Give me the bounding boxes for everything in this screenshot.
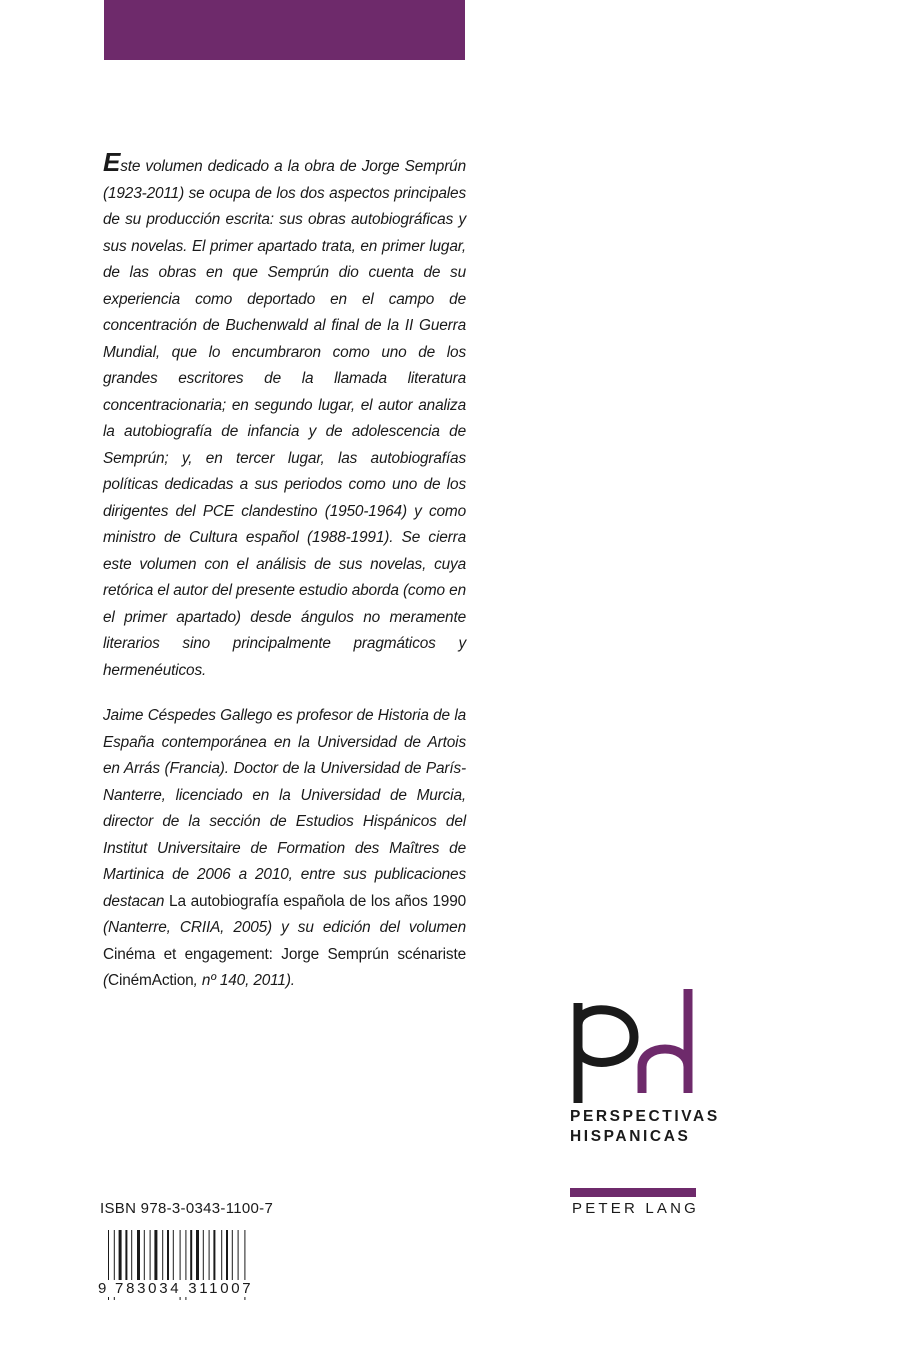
bio-book-title-2: Cinéma et engagement: Jorge Semprún scénariste xyxy=(103,945,466,963)
barcode-bar xyxy=(125,1230,127,1280)
bio-text-2: (Nanterre, CRIIA, 2005) y su edición del volumen xyxy=(103,919,466,936)
bio-book-title-1: La autobiografía española de los años 1990 xyxy=(169,892,467,910)
drop-cap: E xyxy=(103,147,121,177)
barcode-bar xyxy=(162,1230,163,1280)
barcode-lead-digit: 9 xyxy=(98,1280,110,1297)
barcode-bar xyxy=(221,1230,222,1280)
barcode-bar xyxy=(131,1230,132,1280)
barcode-bar xyxy=(232,1230,233,1280)
bio-text-3: ( xyxy=(103,972,108,989)
barcode-bar xyxy=(238,1230,239,1280)
bio-text-4: , nº 140, 2011). xyxy=(193,972,295,989)
barcode-bar xyxy=(213,1230,215,1280)
publisher-name: PETER LANG xyxy=(572,1200,700,1217)
bio-journal-title: CinémAction xyxy=(107,972,194,989)
barcode-bar xyxy=(150,1230,151,1280)
top-color-band xyxy=(104,0,465,60)
barcode-bar xyxy=(196,1230,199,1280)
barcode-bar xyxy=(119,1230,122,1280)
author-bio xyxy=(103,703,466,995)
barcode-bar xyxy=(226,1230,228,1280)
barcode-digits-group1: 783034 xyxy=(115,1280,182,1297)
barcode-bar xyxy=(154,1230,157,1280)
isbn-label: ISBN 978-3-0343-1100-7 xyxy=(100,1200,274,1217)
description-text: ste volumen dedicado a la obra de Jorge Semprún (1923-2011) se ocupa de los dos aspectos principales de su producción escrita: sus obras autobiográficas y sus novelas. El primer apartado trata, en primer lugar, de las obras en que Semprún dio cuenta de su experiencia como deportado en el campo de concentración de Buchenwald al final de la II Guerra Mundial, que lo encumbraron como uno de los grandes escritores de la llamada literatura concentracionaria; en segundo lugar, el autor analiza la autobiografía de infancia y de adolescencia de Semprún; y, en tercer lugar, las autobiografías políticas dedicadas a sus periodos como uno de los dirigentes del PCE clandestino (1950-1964) y como ministro de Cultura español (1988-1991). Se cierra este volumen con el análisis de sus novelas, cuya retórica el autor del presente estudio aborda (como en el primer apartado) desde ángulos no meramente literarios sino principalmente pragmáticos y hermenéuticos. xyxy=(103,158,466,679)
bio-text-1: Jaime Céspedes Gallego es profesor de Historia de la España contemporánea en la Universidad de Artois en Arrás (Francia). Doctor de la Universidad de París-Nanterre, licenciado en la Universidad de Murcia, director de la sección de Estudios Hispánicos del Institut Universitaire de Formation des Maîtres de Martinica de 2006 a 2010, entre sus publicaciones destacan xyxy=(103,707,466,910)
barcode-digits-group2: 311007 xyxy=(188,1280,254,1297)
barcode-bar xyxy=(144,1230,145,1280)
barcode-digits xyxy=(98,1280,253,1297)
logo-accent-bar xyxy=(570,1188,696,1197)
ph-monogram-icon xyxy=(570,985,697,1107)
barcode-bar xyxy=(173,1230,174,1280)
series-name-line1: PERSPECTIVAS xyxy=(570,1108,720,1125)
back-cover-blurb xyxy=(103,147,467,995)
description-paragraph xyxy=(103,147,466,684)
barcode-bar xyxy=(190,1230,192,1280)
barcode-bar xyxy=(203,1230,204,1280)
series-logo xyxy=(570,985,720,1147)
series-name-line2: HISPANICAS xyxy=(570,1128,691,1145)
barcode-bar xyxy=(137,1230,140,1280)
barcode-bar xyxy=(209,1230,210,1280)
barcode-bar xyxy=(167,1230,169,1280)
